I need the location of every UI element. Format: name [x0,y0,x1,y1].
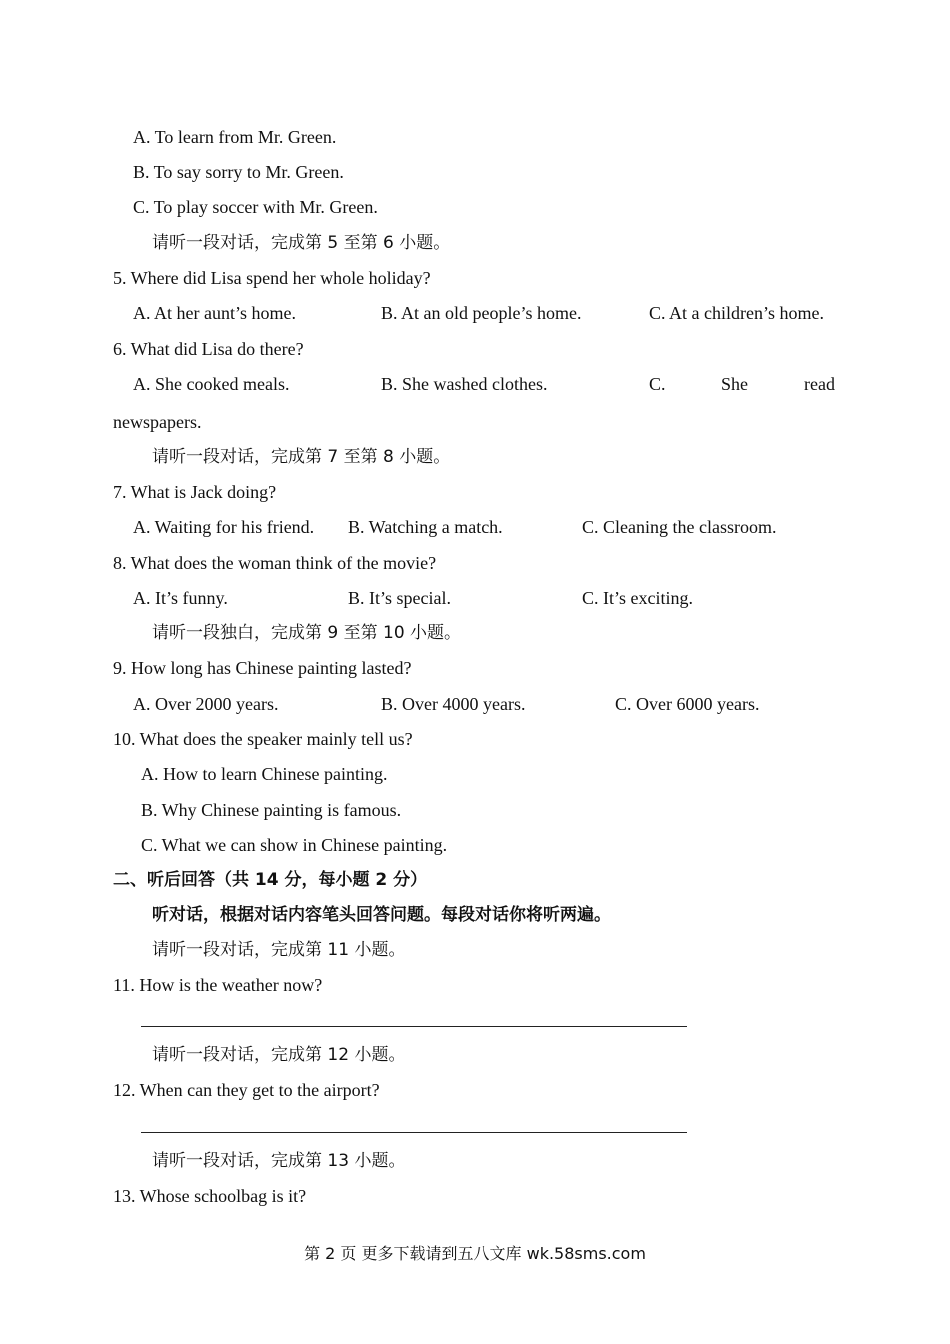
q10-option-c: C. What we can show in Chinese painting. [141,835,448,855]
q10-option-b: B. Why Chinese painting is famous. [141,800,402,820]
q6-stem: 6. What did Lisa do there? [113,339,304,359]
section-2-instruction: 听对话，根据对话内容笔头回答问题。每段对话你将听两遍。 [152,905,611,925]
instruction-q13: 请听一段对话，完成第 13 小题。 [152,1151,406,1171]
q5-option-c: C. At a children’s home. [649,303,824,323]
q9-stem: 9. How long has Chinese painting lasted? [113,658,412,678]
q7-option-b: B. Watching a match. [348,517,503,537]
q5-option-b: B. At an old people’s home. [381,303,582,323]
q10-option-a: A. How to learn Chinese painting. [141,764,388,784]
q6-option-a: A. She cooked meals. [133,374,290,394]
q5-stem: 5. Where did Lisa spend her whole holiday? [113,268,431,288]
q4-option-c: C. To play soccer with Mr. Green. [133,197,378,217]
q5-option-a: A. At her aunt’s home. [133,303,296,323]
q8-option-c: C. It’s exciting. [582,588,693,608]
q8-option-b: B. It’s special. [348,588,451,608]
instruction-q5-q6: 请听一段对话，完成第 5 至第 6 小题。 [152,233,451,253]
q6-option-b: B. She washed clothes. [381,374,548,394]
q6-option-c-word1: She [721,374,748,394]
q7-stem: 7. What is Jack doing? [113,482,277,502]
q7-option-a: A. Waiting for his friend. [133,517,315,537]
q6-option-c-word2: read [804,374,835,394]
q10-stem: 10. What does the speaker mainly tell us? [113,729,413,749]
q12-stem: 12. When can they get to the airport? [113,1080,380,1100]
q4-option-b: B. To say sorry to Mr. Green. [133,162,344,182]
q11-answer-line[interactable] [141,1026,687,1027]
q6-option-c-word3: newspapers. [113,412,202,432]
q9-option-b: B. Over 4000 years. [381,694,526,714]
instruction-q12: 请听一段对话，完成第 12 小题。 [152,1045,406,1065]
q8-stem: 8. What does the woman think of the movie? [113,553,437,573]
page-footer: 第 2 页 更多下载请到五八文库 wk.58sms.com [304,1244,646,1263]
q11-stem: 11. How is the weather now? [113,975,323,995]
instruction-q7-q8: 请听一段对话，完成第 7 至第 8 小题。 [152,447,451,467]
q13-stem: 13. Whose schoolbag is it? [113,1186,307,1206]
q8-option-a: A. It’s funny. [133,588,228,608]
q7-option-c: C. Cleaning the classroom. [582,517,777,537]
instruction-q9-q10: 请听一段独白，完成第 9 至第 10 小题。 [152,623,462,643]
q9-option-a: A. Over 2000 years. [133,694,279,714]
q9-option-c: C. Over 6000 years. [615,694,760,714]
q6-option-c-label: C. [649,374,666,394]
instruction-q11: 请听一段对话，完成第 11 小题。 [152,940,406,960]
q4-option-a: A. To learn from Mr. Green. [133,127,337,147]
section-2-heading: 二、听后回答（共 14 分，每小题 2 分） [113,870,428,890]
q12-answer-line[interactable] [141,1132,687,1133]
